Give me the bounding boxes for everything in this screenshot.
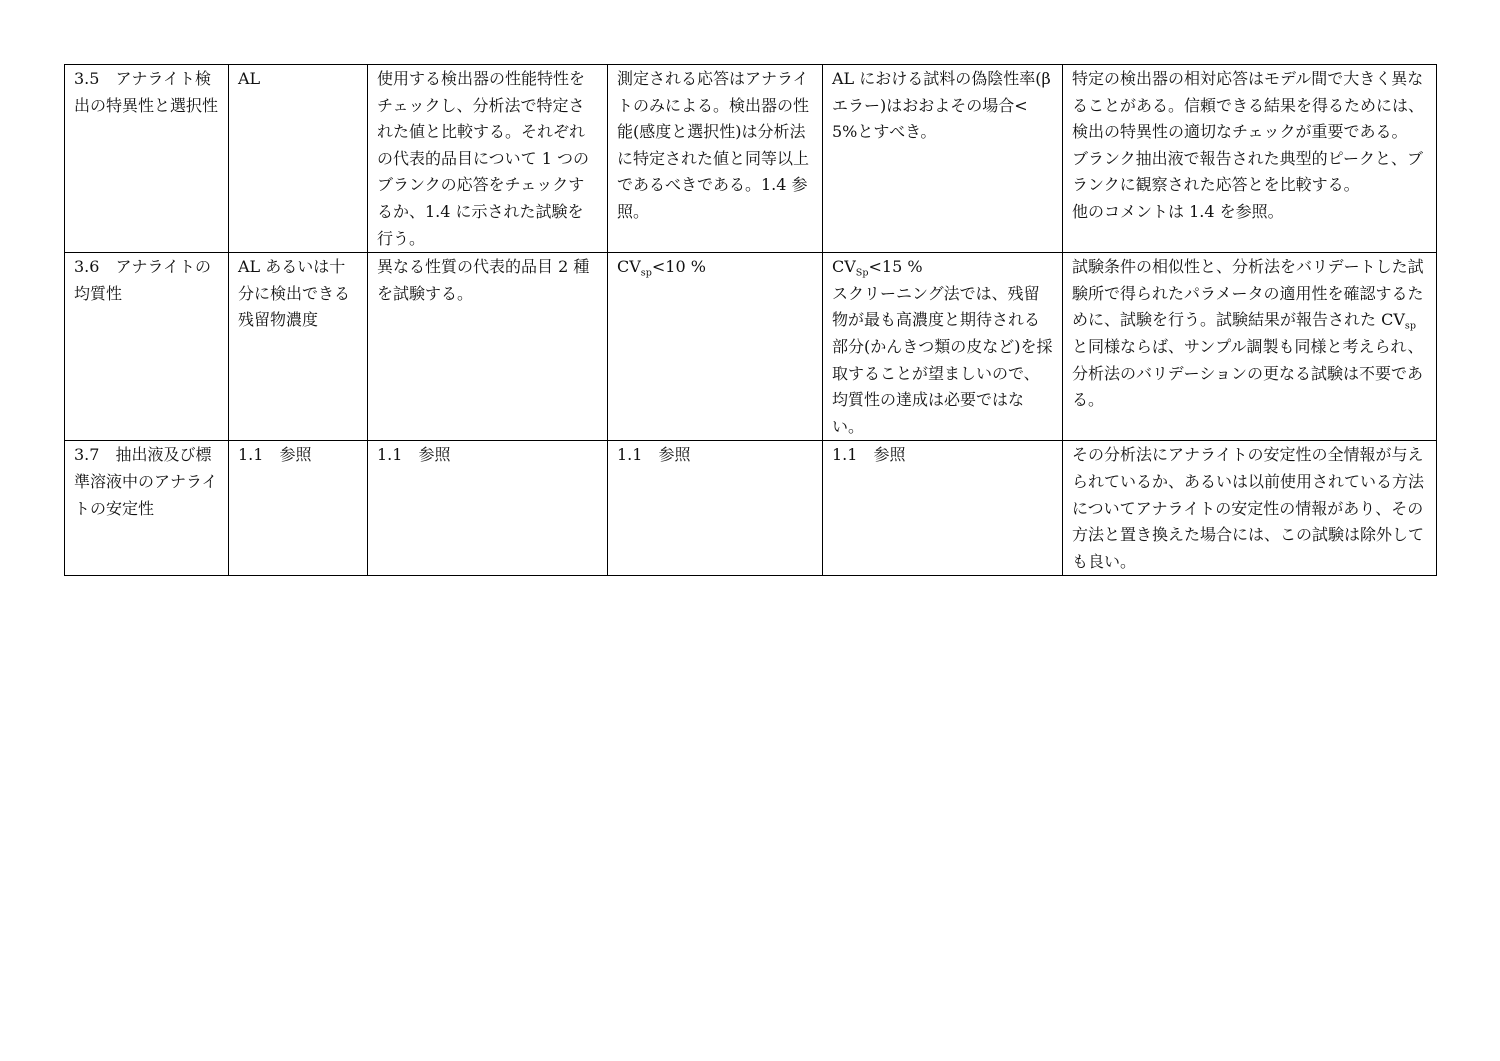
criterion-b-cell [823, 441, 1063, 576]
item-number: 3.6 [74, 257, 100, 277]
criterion-a-cell [608, 253, 823, 441]
validation-table [64, 64, 1437, 576]
criterion-b-cell [823, 65, 1063, 253]
procedure-cell [368, 441, 608, 576]
concentration-text: 1.1 参照 [238, 445, 312, 465]
comment-paragraph: ブランク抽出液で報告された典型的ピークと、ブランクに観察された応答とを比較する。 [1072, 148, 1424, 195]
comment-subscript: sp [1404, 320, 1416, 332]
comment-post: と同様ならば、サンプル調製も同様と考えられ、分析法のバリデーションの更なる試験は不要である。 [1072, 336, 1424, 410]
item-number: 3.7 [74, 445, 100, 465]
criterion-a-subscript: sp [640, 267, 652, 279]
criterion-b-subscript: Sp [855, 267, 869, 279]
procedure-cell [368, 253, 608, 441]
comment-cell [1063, 253, 1437, 441]
concentration-cell [229, 441, 368, 576]
comment-cell [1063, 65, 1437, 253]
criterion-b-cell [823, 253, 1063, 441]
procedure-text: 異なる性質の代表的品目 2 種を試験する。 [377, 257, 590, 303]
criterion-b-text: AL における試料の偽陰性率(β エラー)はおおよその場合< 5%とすべき。 [832, 69, 1051, 142]
table-row [65, 65, 1437, 253]
procedure-text: 使用する検出器の性能特性をチェックし、分析法で特定された値と比較する。それぞれの代表的品目について 1 つのブランクの応答をチェックするか、1.4 に示された試験を行う。 [377, 69, 590, 248]
item-cell [65, 253, 229, 441]
table-row [65, 441, 1437, 576]
criterion-b-text: 1.1 参照 [832, 445, 906, 465]
item-title: 抽出液及び標準溶液中のアナライトの安定性 [74, 445, 218, 518]
concentration-cell [229, 253, 368, 441]
table-row [65, 253, 1437, 441]
comment-text: その分析法にアナライトの安定性の全情報が与えられているか、あるいは以前使用されている方法についてアナライトの安定性の情報があり、その方法と置き換えた場合には、この試験は除外しても良い。 [1072, 445, 1425, 571]
comment-cell [1063, 441, 1437, 576]
item-cell [65, 441, 229, 576]
comment-paragraph: 特定の検出器の相対応答はモデル間で大きく異なることがある。信頼できる結果を得るためには、検出の特異性の適切なチェックが重要である。 [1072, 69, 1425, 142]
criterion-a-cell [608, 441, 823, 576]
concentration-cell [229, 65, 368, 253]
item-cell [65, 65, 229, 253]
procedure-text: 1.1 参照 [377, 445, 451, 465]
criterion-a-suffix: <10 % [651, 257, 706, 277]
criterion-a-prefix: CV [617, 257, 641, 277]
criterion-b-note: スクリーニング法では、残留物が最も高濃度と期待される部分(かんきつ類の皮など)を採取することが望ましいので、均質性の達成は必要ではない。 [832, 283, 1053, 436]
criterion-a-cell [608, 65, 823, 253]
item-number: 3.5 [74, 69, 100, 88]
procedure-cell [368, 65, 608, 253]
comment-pre: 試験条件の相似性と、分析法をバリデートした試験所で得られたパラメータの適用性を確認するために、試験を行う。試験結果が報告された CV [1072, 257, 1424, 330]
item-title: アナライト検出の特異性と選択性 [74, 69, 219, 115]
criterion-b-suffix: <15 % [868, 257, 923, 277]
comment-paragraph: 他のコメントは 1.4 を参照。 [1072, 201, 1284, 221]
concentration-text: AL あるいは十分に検出できる残留物濃度 [238, 257, 351, 330]
criterion-a-text: 測定される応答はアナライトのみによる。検出器の性能(感度と選択性)は分析法に特定された値と同等以上であるべきである。1.4 参照。 [617, 69, 810, 221]
concentration-text: AL [238, 69, 261, 88]
criterion-a-text: 1.1 参照 [617, 445, 691, 465]
item-title: アナライトの均質性 [74, 257, 211, 303]
criterion-b-prefix: CV [832, 257, 856, 277]
